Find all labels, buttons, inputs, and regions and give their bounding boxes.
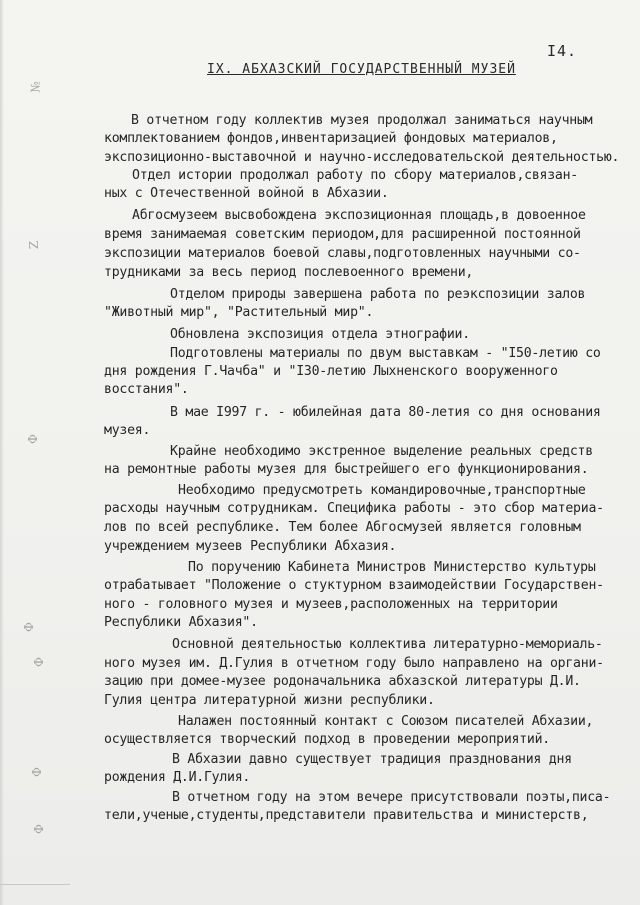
text-line: ного - головного музея и музеев,расположенных на территории [104,597,558,612]
margin-mark-5: Ф [31,657,46,667]
text-line: Необходимо предусмотреть командировочные,транспортные [178,483,586,498]
text-line: лов по всей республике. Тем более Абгосмузей является головным [104,520,581,535]
text-line: расходы научным сотрудникам. Специфика работы - это сбор материа- [104,501,604,516]
text-line: зацию при домее-музее родоначальника абхазской литературы Д.И. [104,674,581,689]
text-line: на ремонтные работы музея для быстрейшего его функционирования. [104,462,589,477]
text-line: экспозиционно-выставочной и научно-исследовательской деятельностью. [104,150,620,165]
margin-mark-4: Ф [21,622,36,632]
margin-mark-2: Z [27,240,42,250]
text-line: Отделом природы завершена работа по реэкспозиции залов [170,287,586,302]
text-line: отрабатывает "Положение о стуктурном взаимодействии Государствен- [104,578,604,593]
text-line: трудниками за весь период послевоенного времени, [104,265,474,280]
section-heading: IX. АБХАЗСКИЙ ГОСУДАРСТВЕННЫЙ МУЗЕЙ [207,62,516,77]
text-line: Крайне необходимо экстренное выделение реальных средств [170,444,593,459]
margin-mark-3: Ф [25,434,40,444]
margin-mark-1: № [28,81,43,93]
text-line: осуществляется творческий подход в проведении мероприятий. [104,732,550,747]
text-line: ного музея им. Д.Гулия в отчетном году было направлено на органи- [104,656,604,671]
text-line: Обновлена экспозиция отдела этнографии. [170,327,470,342]
text-line: Подготовлены материалы по двум выставкам - "I50-летию со [170,346,601,361]
text-line: Налажен постоянный контакт с Союзом писателей Абхазии, [178,714,594,729]
page-edge-shadow [0,0,4,905]
margin-mark-7: Ф [31,824,46,834]
bottom-edge-rule [0,884,70,885]
text-line: рождения Д.И.Гулия. [104,770,251,785]
text-line: время занимаемая советским периодом,для расширенной постоянной [104,227,581,242]
text-line: комплектованием фондов,инвентаризацией фондовых материалов, [104,131,558,146]
text-line: В отчетном году на этом вечере присутствовали поэты,писа- [172,790,611,805]
text-line: Отдел истории продолжал работу по сбору материалов,связан- [132,168,578,183]
text-line: В мае I997 г. - юбилейная дата 80-летия со дня основания [170,405,601,420]
text-line: Гулия центра литературной жизни республики. [104,693,435,708]
text-line: Абгосмузеем высвобождена экспозиционная площадь,в довоенное [132,208,586,223]
text-line: "Животный мир", "Растительный мир". [104,305,374,320]
text-line: В отчетном году коллектив музея продолжал заниматься научным [131,113,593,128]
text-line: По поручению Кабинета Министров Министерство культуры [188,560,596,575]
text-line: экспозиции материалов боевой славы,подготовленных научными со- [104,246,581,261]
text-line: учреждением музеев Республики Абхазия. [104,539,397,554]
text-line: тели,ученые,студенты,представители правительства и министерств, [104,808,589,823]
text-line: Основной деятельностью коллектива литературно-мемориаль- [172,637,603,652]
text-line: восстания". [104,382,189,397]
text-line: ных с Отечественной войной в Абхазии. [104,186,389,201]
text-line: В Абхазии давно существует традиция празднования дня [172,752,572,767]
text-line: дня рождения Г.Чачба" и "I30-летию Лыхненского вооруженного [104,364,558,379]
margin-mark-6: Ф [29,767,44,777]
page-number: I4. [547,42,578,60]
text-line: музея. [104,423,151,438]
text-line: Республики Абхазия". [104,615,258,630]
